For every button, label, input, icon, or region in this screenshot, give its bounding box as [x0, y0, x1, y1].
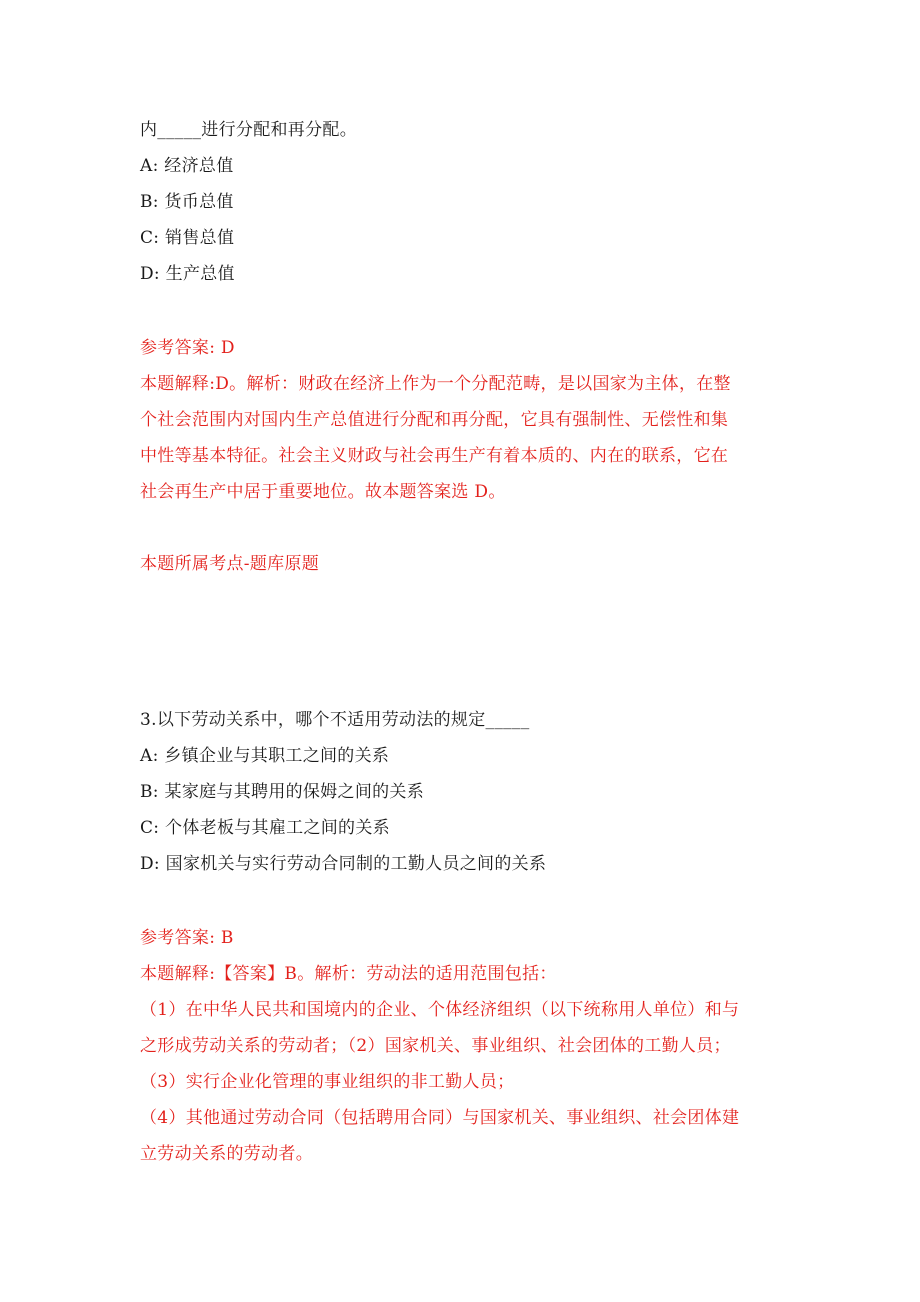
- q2-option-b: B: 货币总值: [140, 192, 234, 212]
- q3-explanation-line-6: 立劳动关系的劳动者。: [140, 1144, 313, 1164]
- q3-stem: 3.以下劳动关系中，哪个不适用劳动法的规定_____: [140, 710, 530, 730]
- q3-explanation-line-2: （1）在中华人民共和国境内的企业、个体经济组织（以下统称用人单位）和与: [140, 1000, 740, 1020]
- q2-explanation-line-4: 社会再生产中居于重要地位。故本题答案选 D。: [140, 482, 506, 502]
- q2-answer: 参考答案: D: [140, 338, 235, 358]
- q3-explanation-line-5: （4）其他通过劳动合同（包括聘用合同）与国家机关、事业组织、社会团体建: [140, 1108, 740, 1128]
- q2-source: 本题所属考点-题库原题: [140, 554, 320, 574]
- q3-answer: 参考答案: B: [140, 928, 234, 948]
- q3-option-d: D: 国家机关与实行劳动合同制的工勤人员之间的关系: [140, 854, 547, 874]
- q2-option-a: A: 经济总值: [140, 156, 234, 176]
- q2-explanation-line-1: 本题解释:D。解析：财政在经济上作为一个分配范畴，是以国家为主体，在整: [140, 374, 731, 394]
- q2-explanation-line-3: 中性等基本特征。社会主义财政与社会再生产有着本质的、内在的联系，它在: [140, 446, 729, 466]
- q2-explanation-line-2: 个社会范围内对国内生产总值进行分配和再分配，它具有强制性、无偿性和集: [140, 410, 729, 430]
- q3-explanation-line-4: （3）实行企业化管理的事业组织的非工勤人员；: [140, 1072, 515, 1092]
- q2-option-d: D: 生产总值: [140, 264, 235, 284]
- q2-stem-tail: 内_____进行分配和再分配。: [140, 120, 357, 140]
- q3-explanation-line-3: 之形成劳动关系的劳动者；（2）国家机关、事业组织、社会团体的工勤人员；: [140, 1036, 731, 1056]
- q3-option-b: B: 某家庭与其聘用的保姆之间的关系: [140, 782, 425, 802]
- q3-option-a: A: 乡镇企业与其职工之间的关系: [140, 746, 390, 766]
- q2-option-c: C: 销售总值: [140, 228, 235, 248]
- q3-option-c: C: 个体老板与其雇工之间的关系: [140, 818, 390, 838]
- q3-explanation-line-1: 本题解释:【答案】B。解析：劳动法的适用范围包括：: [140, 964, 557, 984]
